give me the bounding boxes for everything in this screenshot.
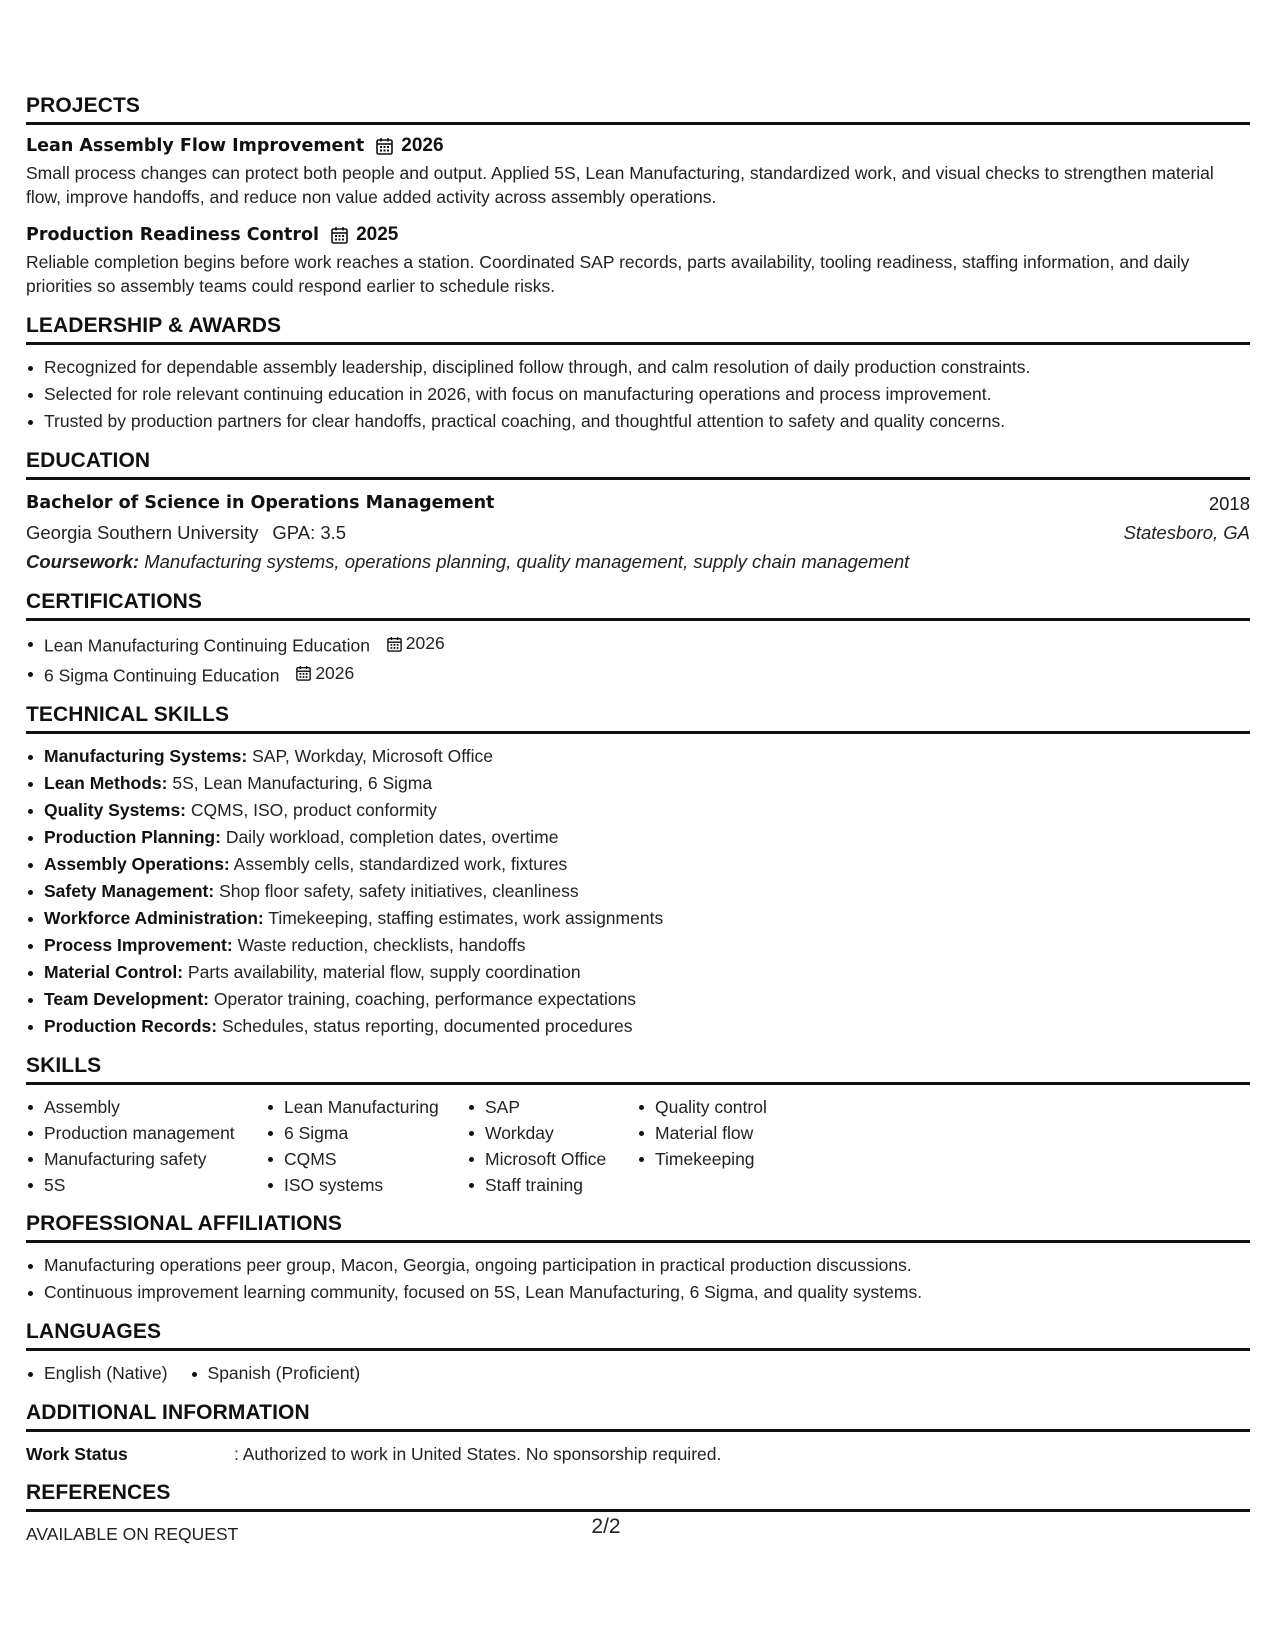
list-item: Microsoft Office bbox=[467, 1146, 637, 1172]
cert-name: Lean Manufacturing Continuing Education bbox=[44, 635, 370, 656]
list-item: Manufacturing safety bbox=[26, 1146, 266, 1172]
skill-label: Process Improvement: bbox=[44, 935, 233, 955]
section-title-skills: SKILLS bbox=[26, 1052, 1250, 1085]
skill-value: Assembly cells, standardized work, fixtures bbox=[233, 854, 568, 874]
list-item: Spanish (Proficient) bbox=[190, 1360, 361, 1387]
skill-value: Shop floor safety, safety initiatives, cleanliness bbox=[219, 881, 579, 901]
list-item bbox=[26, 878, 1250, 905]
list-item bbox=[26, 959, 1250, 986]
section-title-languages: LANGUAGES bbox=[26, 1318, 1250, 1351]
skill-value: Timekeeping, staffing estimates, work assignments bbox=[268, 908, 664, 928]
leadership-list bbox=[26, 354, 1250, 435]
list-item bbox=[26, 932, 1250, 959]
skill-value: Daily workload, completion dates, overtime bbox=[225, 827, 559, 847]
section-title-references: REFERENCES bbox=[26, 1479, 1250, 1512]
project-title: Lean Assembly Flow Improvement bbox=[26, 136, 365, 156]
list-item: ISO systems bbox=[266, 1172, 467, 1198]
affiliations-section bbox=[26, 1210, 1250, 1306]
skill-value: CQMS, ISO, product conformity bbox=[190, 800, 437, 820]
list-item: Continuous improvement learning community, focused on 5S, Lean Manufacturing, 6 Sigma, and quality systems. bbox=[26, 1279, 1250, 1306]
list-item bbox=[26, 1013, 1250, 1040]
project-item bbox=[26, 134, 1250, 209]
projects-section bbox=[26, 92, 1250, 298]
list-item: Production management bbox=[26, 1120, 266, 1146]
skill-label: Lean Methods: bbox=[44, 773, 168, 793]
languages-list bbox=[26, 1360, 1250, 1387]
skill-label: Assembly Operations: bbox=[44, 854, 230, 874]
list-item: Staff training bbox=[467, 1172, 637, 1198]
affiliations-list bbox=[26, 1252, 1250, 1306]
skill-label: Production Records: bbox=[44, 1016, 218, 1036]
list-item bbox=[26, 743, 1250, 770]
skill-value: 5S, Lean Manufacturing, 6 Sigma bbox=[172, 773, 433, 793]
list-item bbox=[26, 630, 1250, 660]
work-status-value: : Authorized to work in United States. No sponsorship required. bbox=[234, 1444, 722, 1464]
list-item: Workday bbox=[467, 1120, 637, 1146]
project-item bbox=[26, 223, 1250, 298]
list-item: Timekeeping bbox=[637, 1146, 837, 1172]
list-item: Selected for role relevant continuing education in 2026, with focus on manufacturing operations and process improvement. bbox=[26, 381, 1250, 408]
skill-value: Waste reduction, checklists, handoffs bbox=[237, 935, 526, 955]
list-item bbox=[26, 797, 1250, 824]
list-item: Material flow bbox=[637, 1120, 837, 1146]
skill-value: SAP, Workday, Microsoft Office bbox=[252, 746, 493, 766]
section-title-leadership: LEADERSHIP & AWARDS bbox=[26, 312, 1250, 345]
project-description: Reliable completion begins before work reaches a station. Coordinated SAP records, parts availability, tooling readiness, staffing information, and daily priorities so assembly teams could respond earlier to schedule risks. bbox=[26, 252, 1190, 296]
list-item: Recognized for dependable assembly leadership, disciplined follow through, and calm resolution of daily production constraints. bbox=[26, 354, 1250, 381]
certifications-list bbox=[26, 630, 1250, 689]
project-year: 2025 bbox=[356, 224, 399, 245]
skill-value: Parts availability, material flow, supply coordination bbox=[187, 962, 581, 982]
section-title-affiliations: PROFESSIONAL AFFILIATIONS bbox=[26, 1210, 1250, 1243]
calendar-icon bbox=[331, 226, 348, 244]
coursework-label: Coursework: bbox=[26, 551, 140, 572]
skills-column bbox=[637, 1094, 837, 1198]
school-name: Georgia Southern University bbox=[26, 522, 259, 543]
list-item bbox=[26, 905, 1250, 932]
certifications-section bbox=[26, 588, 1250, 689]
skill-label: Material Control: bbox=[44, 962, 184, 982]
cert-year: 2026 bbox=[315, 662, 355, 683]
references-text: AVAILABLE ON REQUEST bbox=[26, 1524, 239, 1544]
languages-section bbox=[26, 1318, 1250, 1387]
cert-name: 6 Sigma Continuing Education bbox=[44, 665, 280, 685]
technical-skills-section bbox=[26, 701, 1250, 1040]
degree: Bachelor of Science in Operations Management bbox=[26, 493, 495, 513]
skill-label: Team Development: bbox=[44, 989, 209, 1009]
list-item: SAP bbox=[467, 1094, 637, 1120]
list-item bbox=[26, 851, 1250, 878]
coursework bbox=[26, 547, 1250, 576]
school-location: Statesboro, GA bbox=[1123, 522, 1250, 543]
skill-label: Workforce Administration: bbox=[44, 908, 264, 928]
work-status-label: Work Status bbox=[26, 1444, 128, 1464]
technical-skills-list bbox=[26, 743, 1250, 1040]
resume-page bbox=[26, 92, 1250, 1559]
section-title-certifications: CERTIFICATIONS bbox=[26, 588, 1250, 621]
section-title-education: EDUCATION bbox=[26, 447, 1250, 480]
education-section bbox=[26, 447, 1250, 576]
skills-column bbox=[467, 1094, 637, 1198]
calendar-icon bbox=[387, 636, 402, 652]
list-item: Manufacturing operations peer group, Macon, Georgia, ongoing participation in practical production discussions. bbox=[26, 1252, 1250, 1279]
list-item: CQMS bbox=[266, 1146, 467, 1172]
list-item bbox=[26, 824, 1250, 851]
leadership-section bbox=[26, 312, 1250, 435]
list-item: Lean Manufacturing bbox=[266, 1094, 467, 1120]
skill-label: Safety Management: bbox=[44, 881, 215, 901]
list-item bbox=[26, 660, 1250, 690]
skills-column bbox=[26, 1094, 266, 1198]
list-item: Assembly bbox=[26, 1094, 266, 1120]
section-title-technical-skills: TECHNICAL SKILLS bbox=[26, 701, 1250, 734]
calendar-icon bbox=[296, 665, 311, 681]
list-item: Trusted by production partners for clear handoffs, practical coaching, and thoughtful attention to safety and quality concerns. bbox=[26, 408, 1250, 435]
skill-label: Manufacturing Systems: bbox=[44, 746, 248, 766]
list-item: English (Native) bbox=[26, 1360, 168, 1387]
skill-label: Production Planning: bbox=[44, 827, 221, 847]
cert-year: 2026 bbox=[405, 633, 445, 653]
list-item: 6 Sigma bbox=[266, 1120, 467, 1146]
project-description: Small process changes can protect both people and output. Applied 5S, Lean Manufacturing, standardized work, and visual checks to strengthen material flow, improve handoffs, and reduce non value added activity across assembly operations. bbox=[26, 163, 1214, 207]
coursework-text: Manufacturing systems, operations planning, quality management, supply chain management bbox=[144, 551, 910, 572]
graduation-year: 2018 bbox=[1208, 493, 1250, 514]
skills-grid bbox=[26, 1094, 1250, 1198]
list-item: Quality control bbox=[637, 1094, 837, 1120]
list-item: 5S bbox=[26, 1172, 266, 1198]
gpa: GPA: 3.5 bbox=[272, 522, 347, 543]
additional-info-section bbox=[26, 1399, 1250, 1467]
list-item bbox=[26, 986, 1250, 1013]
section-title-additional-info: ADDITIONAL INFORMATION bbox=[26, 1399, 1250, 1432]
skills-column bbox=[266, 1094, 467, 1198]
skills-section bbox=[26, 1052, 1250, 1198]
section-title-projects: PROJECTS bbox=[26, 92, 1250, 125]
calendar-icon bbox=[376, 137, 393, 155]
skill-value: Schedules, status reporting, documented procedures bbox=[221, 1016, 633, 1036]
list-item bbox=[26, 770, 1250, 797]
project-title: Production Readiness Control bbox=[26, 225, 320, 245]
page-number: 2/2 bbox=[591, 1515, 621, 1538]
skill-value: Operator training, coaching, performance expectations bbox=[213, 989, 637, 1009]
skill-label: Quality Systems: bbox=[44, 800, 186, 820]
project-year: 2026 bbox=[401, 135, 444, 156]
